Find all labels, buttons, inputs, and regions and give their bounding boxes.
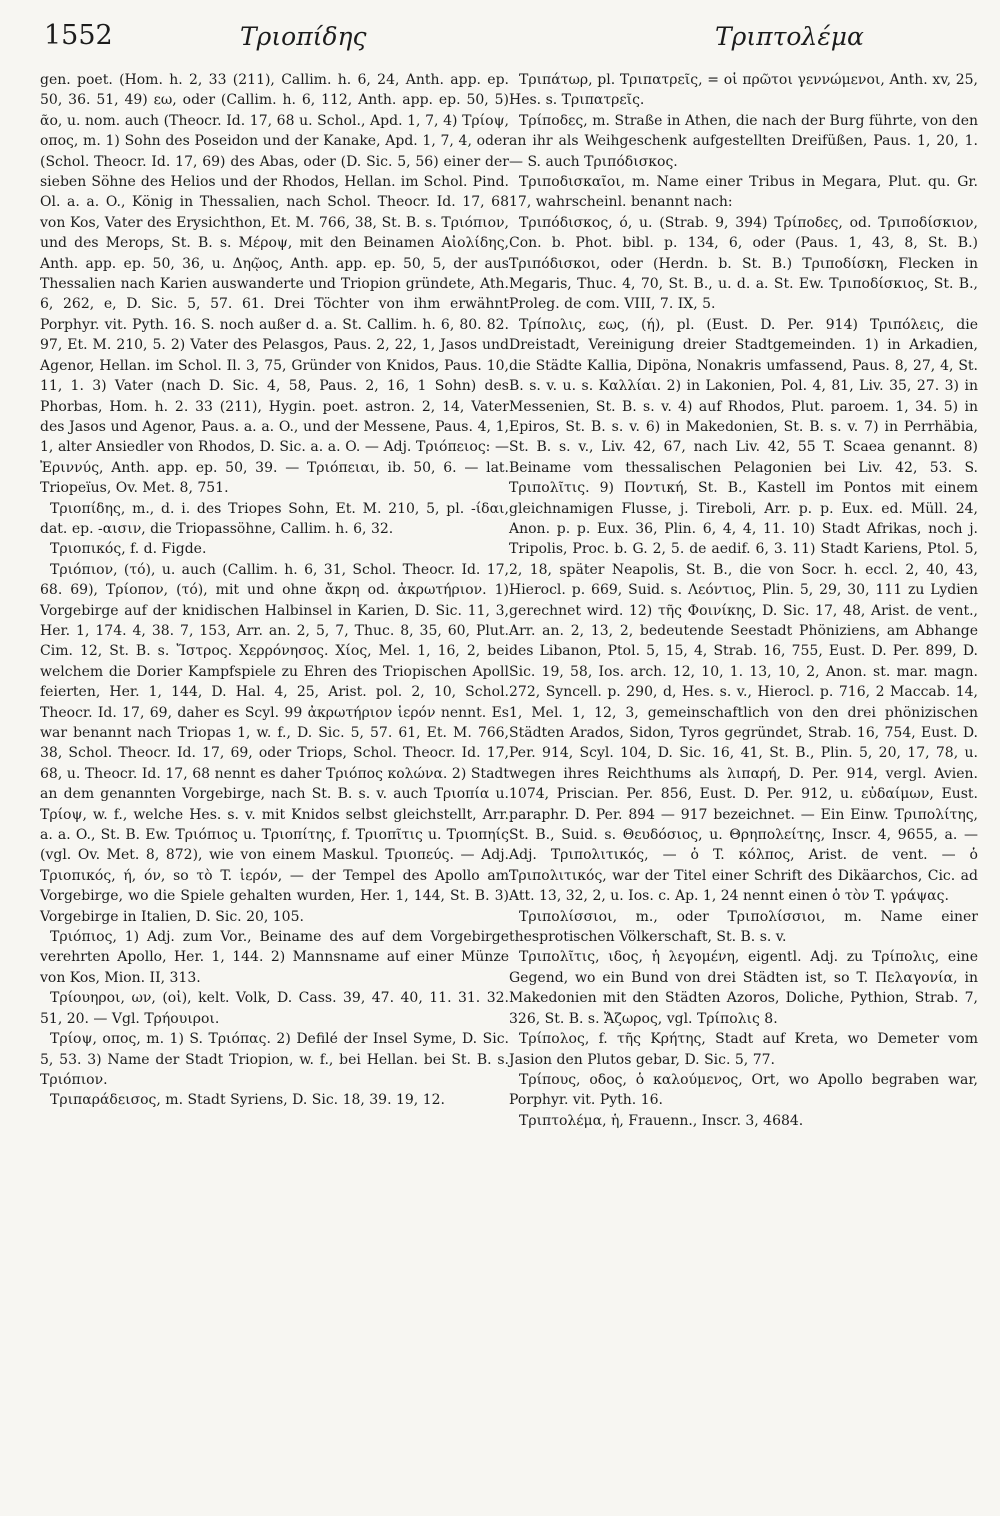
two-column-body: [40, 70, 978, 1131]
right-running-headword: Τριπτολέμα: [715, 22, 864, 51]
entry-tripodes: Τρίποδες, m. Straße in Athen, die nach der Burg führte, von den an ihr als Weihgeschenk aufgestellten Dreifüßen, Paus. 1, 20, 1. — S. auch Τριπόδισκος.: [509, 112, 978, 170]
entry-triopion: Τριόπιον, (τό), u. auch (Callim. h. 6, 31, Schol. Theocr. Id. 17, 68. 69), Τρίοπον, (τό), mit und ohne ἄκρη od. ἀκρωτήριον. 1) Vorgebirge auf der knidischen Halbinsel in Karien, D. Sic. 11, 3, Her. 1, 174. 4, 38. 7, 153, Arr. an. 2, 5, 7, Thuc. 8, 35, 60, Plut. Cim. 12, St. B. s. Ἴστρος. Χερρόνησος. Χίος, Mel. 1, 16, 2, bei welchem die Dorier Kampfspiele zu Ehren des Triopischen Apoll feierten, Her. 1, 144, D. Hal. 4, 25, Arist. pol. 2, 10, Schol. Theocr. Id. 17, 69, daher es Scyl. 99 ἀκρωτήριον ἱερόν nennt. Es war benannt nach Triopas 1, w. f., D. Sic. 5, 57. 61, Et. M. 766, 38, Schol. Theocr. Id. 17, 69, oder Triops, Schol. Theocr. Id. 17, 68, u. Theocr. Id. 17, 68 nennt es daher Τριόπος κολώνα. 2) Stadt an dem genannten Vorgebirge, nach St. B. s. v. auch Τριοπία u. Τρίοψ, w. f., welche Hes. s. v. mit Knidos selbst gleichstellt, Arr. a. a. O., St. B. Ew. Τριόπιος u. Τριοπίτης, f. Τριοπῖτις u. Τριοπηίς (vgl. Ov. Met. 8, 872), wie von einem Maskul. Τριοπεύς. — Adj. Τριοπικός, ή, όν, so τὸ T. ἱερόν, — der Tempel des Apollo am Vorgebirge, wo die Spiele gehalten wurden, Her. 1, 144, St. B. 3) Vorgebirge in Italien, D. Sic. 20, 105.: [40, 561, 509, 925]
entry-triptolema: Τριπτολέμα, ἡ, Frauenn., Inscr. 3, 4684.: [519, 1112, 804, 1129]
left-column: [40, 70, 509, 1131]
page-number: 1552: [44, 20, 113, 51]
entry-triouiroi: Τρίουηροι, ων, (οἱ), kelt. Volk, D. Cass. 39, 47. 40, 11. 31. 32. 51, 20. — Vgl. Τρήουιροι.: [40, 990, 509, 1027]
entry-tripous: Τρίπους, οδος, ὁ καλούμενος, Ort, wo Apollo begraben war, Porphyr. vit. Pyth. 16.: [509, 1071, 978, 1109]
entry-tripolissioi: Τριπολίσσιοι, m., oder Τριπολίσσιοι, m. Name einer thesprotischen Völkerschaft, St. B. s. v.: [509, 908, 978, 946]
entry-triopikos: Τριοπικός, f. d. Figde.: [50, 541, 207, 558]
entry-triops-continued: gen. poet. (Hom. h. 2, 33 (211), Callim. h. 6, 24, Anth. app. ep. 50, 36. 51, 49) εω, oder (Callim. h. 6, 112, Anth. app. ep. 50, 5) ᾶο, u. nom. auch (Theocr. Id. 17, 68 u. Schol., Apd. 1, 7, 4) Τρίοψ, οπος, m. 1) Sohn des Poseidon und der Kanake, Apd. 1, 7, 4, oder (Schol. Theocr. Id. 17, 69) des Abas, oder (D. Sic. 5, 56) einer der sieben Söhne des Helios und der Rhodos, Hellan. im Schol. Pind. Ol. a. a. O., König in Thessalien, nach Schol. Theocr. Id. 17, 68 von Kos, Vater des Erysichthon, Et. M. 766, 38, St. B. s. Τριόπιον, und des Merops, St. B. s. Μέροψ, mit den Beinamen Αἰολίδης, Anth. app. ep. 50, 36, u. Δηῷος, Anth. app. ep. 50, 5, der aus Thessalien nach Karien auswanderte und Triopion gründete, Ath. 6, 262, e, D. Sic. 5, 57. 61. Drei Töchter von ihm erwähnt Porphyr. vit. Pyth. 16. S. noch außer d. a. St. Callim. h. 6, 80. 82. 97, Et. M. 210, 5. 2) Vater des Pelasgos, Paus. 2, 22, 1, Jasos und Agenor, Hellan. im Schol. Il. 3, 75, Gründer von Knidos, Paus. 10, 11, 1. 3) Vater (nach D. Sic. 4, 58, Paus. 2, 16, 1 Sohn) des Phorbas, Hom. h. 2. 33 (211), Hygin. poet. astron. 2, 14, Vater des Jasos und Agenor, Paus. a. a. O., und der Messene, Paus. 4, 1, 1, alter Ansiedler von Rhodos, D. Sic. a. a. O. — Adj. Τριόπειος: — Ἐριννύς, Anth. app. ep. 50, 39. — Τριόπειαι, ib. 50, 6. — lat. Triopeïus, Ov. Met. 8, 751.: [40, 72, 509, 497]
entry-triparadeisos: Τριπαράδεισος, m. Stadt Syriens, D. Sic. 18, 39. 19, 12.: [50, 1092, 445, 1109]
entry-tripolos: Τρίπολος, f. τῆς Κρήτης, Stadt auf Kreta, wo Demeter vom Jasion den Plutos gebar, D. Sic. 5, 77.: [509, 1031, 978, 1068]
entry-tripodiskos: Τριπόδισκος, ό, u. (Strab. 9, 394) Τρίποδες, od. Τριποδίσκιον, Con. b. Phot. bibl. p. 134, 6, oder (Paus. 1, 43, 8, St. B.) Τριπόδισκοι, oder (Herdn. b. St. B.) Τριποδίσκη, Flecken in Megaris, Thuc. 4, 70, St. B., u. d. a. St. Ew. Τριποδίσκιος, St. B., Proleg. de com. VIII, 7. IX, 5.: [509, 214, 978, 313]
right-column: [509, 70, 978, 1131]
entry-triops: Τρίοψ, οπος, m. 1) S. Τριόπας. 2) Defilé der Insel Syme, D. Sic. 5, 53. 3) Name der Stadt Triopion, w. f., bei Hellan. bei St. B. s. Τριόπιον.: [40, 1031, 509, 1088]
entry-triopios: Τριόπιος, 1) Adj. zum Vor., Beiname des auf dem Vorgebirge verehrten Apollo, Her. 1, 144. 2) Mannsname auf einer Münze von Kos, Mion. II, 313.: [40, 929, 509, 986]
entry-tripator: Τριπάτωρ, pl. Τριπατρεῖς, = οἱ πρῶτοι γεννώμενοι, Anth. xv, 25, Hes. s. Τριπατρεῖς.: [509, 72, 978, 109]
entry-tripolis: Τρίπολις, εως, (ή), pl. (Eust. D. Per. 914) Τριπόλεις, die Dreistadt, Vereinigung dreier Stadtgemeinden. 1) in Arkadien, die Städte Kallia, Dipöna, Nonakris umfassend, Paus. 8, 27, 4, St. B. s. v. u. s. Καλλίαι. 2) in Lakonien, Pol. 4, 81, Liv. 35, 27. 3) in Messenien, St. B. s. v. 4) auf Rhodos, Plut. paroem. 1, 34. 5) in Epiros, St. B. s. v. 6) in Makedonien, St. B. s. v. 7) in Perrhäbia, St. B. s. v., Liv. 42, 67, nach Liv. 42, 55 T. Scaea genannt. 8) Beiname vom thessalischen Pelagonien bei Liv. 42, 53. S. Τριπολῖτις. 9) Ποντική, St. B., Kastell im Pontos mit einem gleichnamigen Flusse, j. Tireboli, Arr. p. p. Eux. ed. Müll. 24, Anon. p. p. Eux. 36, Plin. 6, 4, 4, 11. 10) Stadt Afrikas, noch j. Tripolis, Proc. b. G. 2, 5. de aedif. 6, 3. 11) Stadt Kariens, Ptol. 5, 2, 18, später Neapolis, St. B., die von Socr. h. eccl. 2, 40, 43, Hierocl. p. 669, Suid. s. Λεόντιος, Plin. 5, 29, 30, 111 zu Lydien gerechnet wird. 12) τῆς Φοινίκης, D. Sic. 17, 48, Arist. de vent., Arr. an. 2, 13, 2, bedeutende Seestadt Phöniziens, am Abhange des Libanon, Ptol. 5, 15, 4, Strab. 16, 755, Eust. D. Per. 899, D. Sic. 19, 58, Ios. arch. 12, 10, 1. 13, 10, 2, Anon. st. mar. magn. 272, Syncell. p. 290, d, Hes. s. v., Hierocl. p. 716, 2 Maccab. 14, 1, Mel. 1, 12, 3, gemeinschaftlich von den drei phönizischen Städten Arados, Sidon, Tyros gegründet, Strab. 16, 754, Eust. D. Per. 914, Scyl. 104, D. Sic. 16, 41, St. B., Plin. 5, 20, 17, 78, u. wegen ihres Reichthums als λιπαρή, D. Per. 914, vergl. Avien. 1074, Priscian. Per. 856, Eust. D. Per. 912, u. εὐδαίμων, Eust. paraphr. D. Per. 894 — 917 bezeichnet. — Ein Einw. Τριπολίτης, St. B., Suid. s. Θευδόσιος, u. Θρηπολείτης, Inscr. 4, 9655, a. — Adj. Τριπολιτικός, — ὁ T. κόλπος, Arist. de vent. — ὁ Τριπολιτικός, war der Titel einer Schrift des Dikäarchos, Cic. ad Att. 13, 32, 2, u. Ios. c. Ap. 1, 24 nennt einen ὁ τὸν T. γράψας.: [509, 316, 978, 905]
entry-triopides: Τριοπίδης, m., d. i. des Triopes Sohn, Et. M. 210, 5, pl. -ίδαι, dat. ep. -αισιν, die Triopassöhne, Callim. h. 6, 32.: [40, 500, 509, 537]
entry-tripodiskaioi: Τριποδισκαῖοι, m. Name einer Tribus in Megara, Plut. qu. Gr. 17, wahrscheinl. benannt nach:: [509, 174, 978, 211]
page-header: [40, 18, 978, 70]
entry-tripolitis: Τριπολῖτις, ιδος, ἡ λεγομένη, eigentl. Adj. zu Τρίπολις, eine Gegend, wo ein Bund von drei Städten ist, so T. Πελαγονία, in Makedonien mit den Städten Azoros, Doliche, Pythion, Strab. 7, 326, St. B. s. Ἄζωρος, vgl. Τρίπολις 8.: [509, 949, 978, 1027]
left-running-headword: Τριοπίδης: [240, 22, 367, 51]
